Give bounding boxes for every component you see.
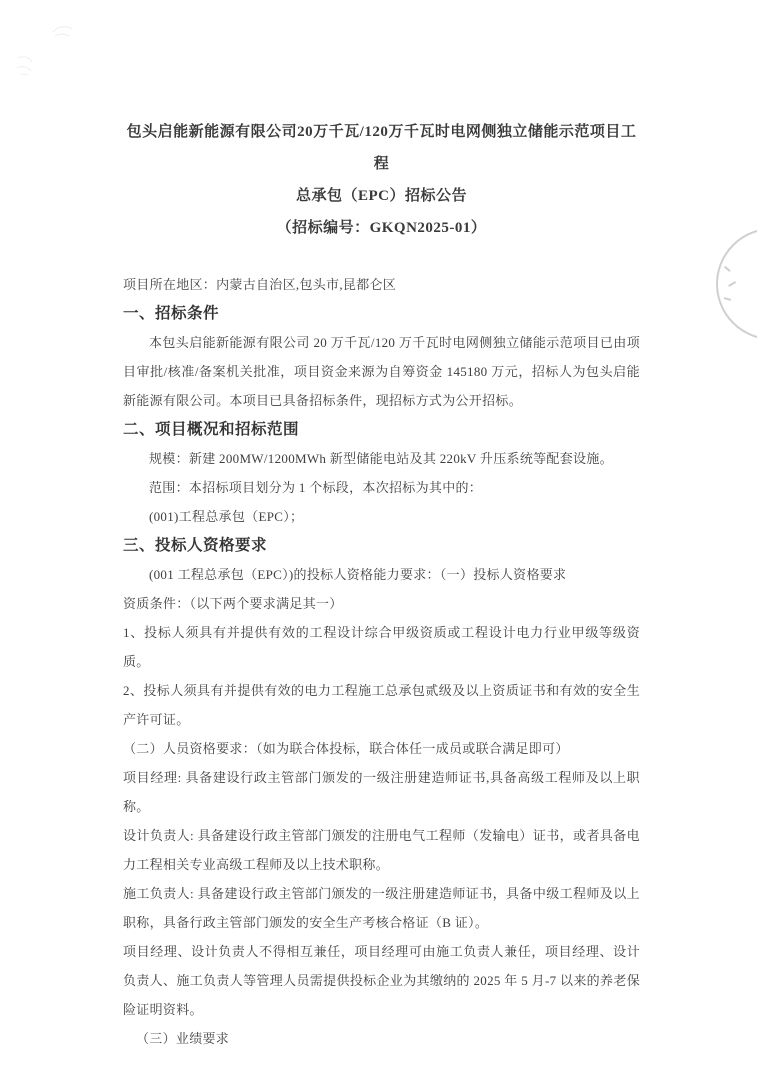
para-bidding-conditions: 本包头启能新能源有限公司 20 万千瓦/120 万千瓦时电网侧独立储能示范项目已由项目审批/核准/备案机关批准，项目资金来源为自筹资金 145180 万元，招标人为包头启能新能源有限公司。本项目已具备招标条件，现招标方式为公开招标。 — [123, 335, 640, 408]
para-project-manager-requirement: 项目经理: 具备建设行政主管部门颁发的一级注册建造师证书,具备高级工程师及以上职称。 — [123, 770, 640, 814]
section-2-heading: 二、项目概况和招标范围 — [123, 421, 300, 438]
para-qualification-item-1: 1、投标人须具有并提供有效的工程设计综合甲级资质或工程设计电力行业甲级等级资质。 — [123, 625, 640, 669]
para-concurrent-roles-rule: 项目经理、设计负责人不得相互兼任，项目经理可由施工负责人兼任，项目经理、设计负责人、施工负责人等管理人员需提供投标企业为其缴纳的 2025 年 5 月-7 以来的养老保险证明资料。 — [123, 944, 640, 1017]
document-title — [123, 116, 640, 244]
project-location-line: 项目所在地区：内蒙古自治区,包头市,昆都仑区 — [123, 277, 397, 292]
para-scale: 规模：新建 200MW/1200MWh 新型储能电站及其 220kV 升压系统等配套设施。 — [149, 451, 613, 466]
para-personnel-requirements: （二）人员资格要求：（如为联合体投标，联合体任一成员或联合满足即可） — [123, 741, 569, 756]
para-performance-heading: （三）业绩要求 — [136, 1031, 230, 1046]
document-body — [123, 116, 640, 1053]
partial-seal-stamp — [716, 228, 757, 340]
para-scope: 范围：本招标项目划分为 1 个标段，本次招标为其中的： — [149, 480, 483, 495]
doc-title-line-1: 包头启能新能源有限公司20万千瓦/120万千瓦时电网侧独立储能示范项目工程 — [126, 124, 637, 172]
doc-title-line-2: 总承包（EPC）招标公告 — [295, 188, 467, 204]
para-qualification-item-2: 2、投标人须具有并提供有效的电力工程施工总承包贰级及以上资质证书和有效的安全生产许可证。 — [123, 683, 640, 727]
scan-smudge-mark — [50, 22, 76, 42]
para-lot-001: (001)工程总承包（EPC）； — [149, 509, 304, 524]
para-design-lead-requirement: 设计负责人: 具备建设行政主管部门颁发的注册电气工程师（发输电）证书，或者具备电力工程相关专业高级工程师及以上技术职称。 — [123, 828, 640, 872]
para-qualification-intro: (001 工程总承包（EPC）)的投标人资格能力要求：（一）投标人资格要求 — [149, 567, 567, 582]
section-3-heading: 三、投标人资格要求 — [123, 537, 268, 554]
para-qualification-conditions: 资质条件：（以下两个要求满足其一） — [123, 596, 343, 611]
doc-title-line-3-tender-number: （招标编号：GKQN2025-01） — [276, 220, 487, 236]
scan-smudge-mark — [14, 52, 38, 78]
para-construction-lead-requirement: 施工负责人: 具备建设行政主管部门颁发的一级注册建造师证书，具备中级工程师及以上职称，具备行政主管部门颁发的安全生产考核合格证（B 证）。 — [123, 886, 640, 930]
section-1-heading: 一、招标条件 — [123, 305, 220, 322]
